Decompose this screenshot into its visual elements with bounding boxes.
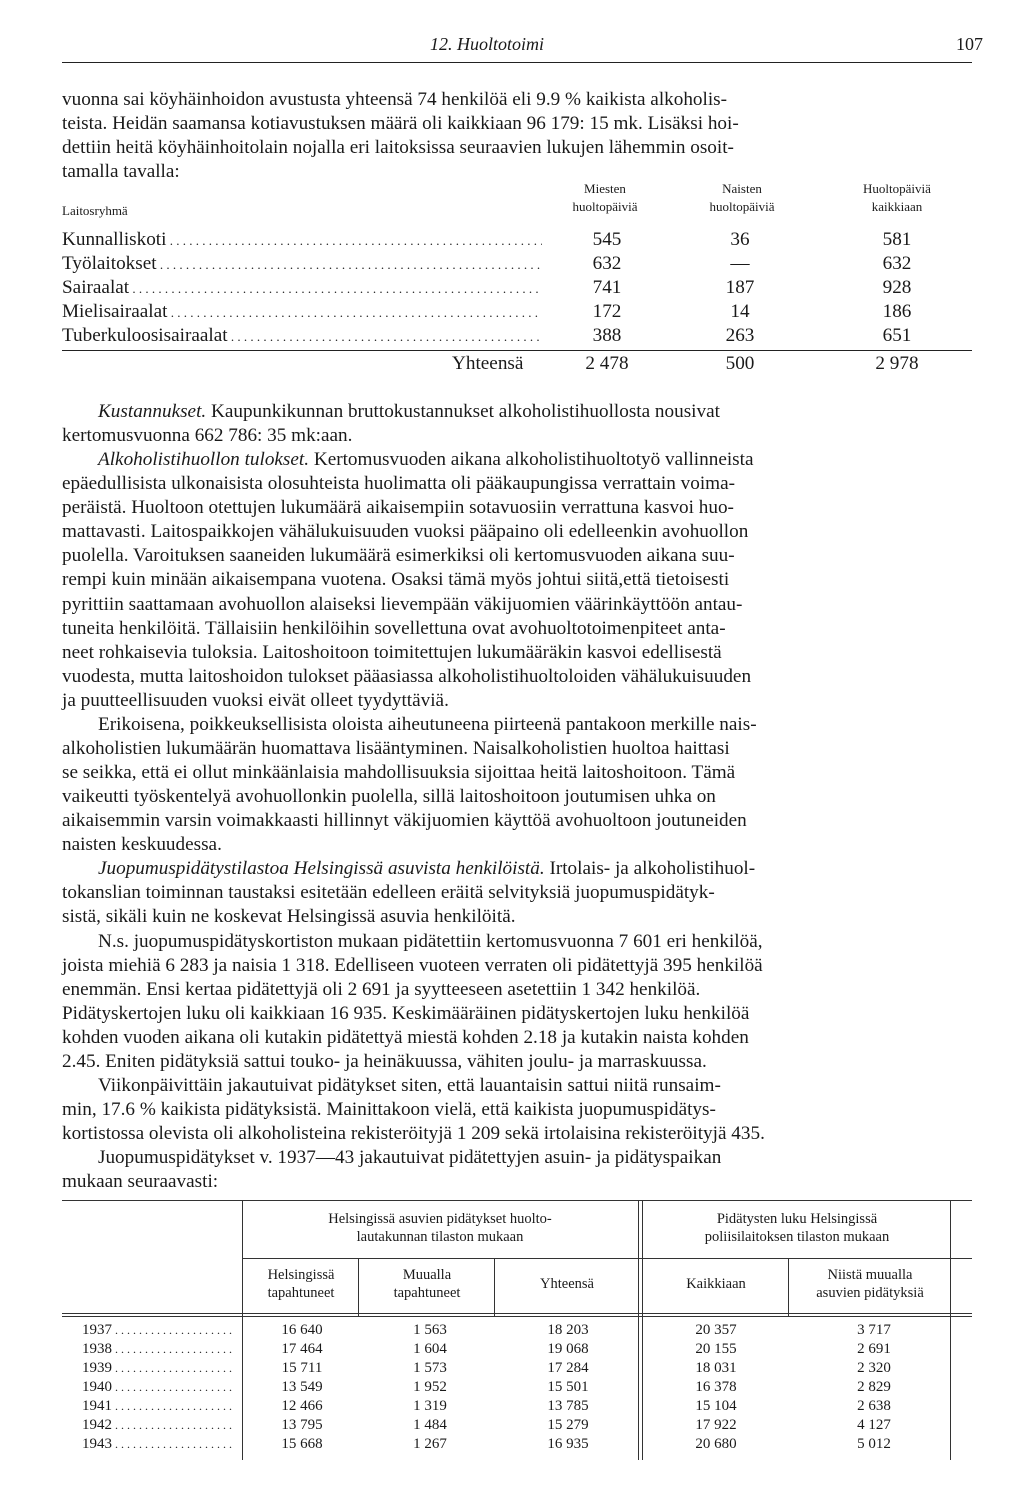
total-value: 15 501 [547, 1379, 589, 1395]
column-header-elsewhere: Muualla tapahtuneet [393, 1267, 461, 1301]
year-label: 1939 . . . [82, 1360, 232, 1380]
helsinki-value: 13 795 [281, 1417, 323, 1433]
helsinki-value: 12 466 [281, 1398, 323, 1414]
men-value: 741 [592, 277, 622, 298]
nonresident-value: 2 320 [857, 1360, 891, 1376]
text-line: N.s. juopumuspidätyskortiston mukaan pidätettiin kertomusvuonna 7 601 eri henkilöä, [98, 931, 763, 952]
text-line: vuonna sai köyhäinhoidon avustusta yhteensä 74 henkilöä eli 9.9 % kaikista alkoholis- [62, 89, 728, 110]
all-value: 20 155 [695, 1341, 737, 1357]
row-label: Työlaitokset . . . [62, 252, 542, 276]
men-sum: 2 478 [585, 353, 629, 374]
men-value: 545 [592, 229, 622, 250]
all-value: 15 104 [695, 1398, 737, 1414]
column-rule [788, 1258, 789, 1316]
text-line: ja puutteellisuuden vuoksi eivät olleet tyydyttäviä. [62, 689, 449, 711]
all-value: 16 378 [695, 1379, 737, 1395]
total-value: 18 203 [547, 1322, 589, 1338]
nonresident-value: 2 691 [857, 1341, 891, 1357]
sum-rule [62, 350, 972, 351]
text-line: tuneita henkilöitä. Tällaisiin henkilöihin sovellettuna ovat avohuoltotoimenpiteet anta- [62, 617, 726, 639]
row-label: Tuberkuloosisairaalat . . . [62, 324, 542, 348]
all-value: 18 031 [695, 1360, 737, 1376]
women-sum: 500 [725, 353, 755, 374]
text-line: kertomusvuonna 662 786: 35 mk:aan. [62, 425, 353, 447]
text-line: peräistä. Huoltoon otettujen lukumäärä aikaisempiin sotavuosiin verrattuna kasvoi huo- [62, 497, 734, 519]
nonresident-value: 3 717 [857, 1322, 891, 1338]
text-line: tamalla tavalla: [62, 161, 180, 183]
text-line: 2.45. Eniten pidätyksiä sattui touko- ja heinäkuussa, vähiten joulu- ja marraskuussa. [62, 1051, 707, 1073]
weekday-paragraph [62, 1074, 972, 1146]
nonresident-value: 4 127 [857, 1417, 891, 1433]
table-row [62, 252, 972, 276]
elsewhere-value: 1 573 [413, 1360, 447, 1376]
all-value: 20 357 [695, 1322, 737, 1338]
text-line: Juopumuspidätykset v. 1937—43 jakautuivat pidätettyjen asuin- ja pidätyspaikan [98, 1147, 722, 1168]
sum-label: Yhteensä [452, 353, 524, 374]
text-line: epäedullisista ulkonaisista olosuhteista huolimatta oli pääkaupungissa verrattain voima- [62, 473, 736, 495]
helsinki-value: 15 668 [281, 1436, 323, 1452]
women-value: 36 [730, 229, 750, 250]
text-line: Erikoisena, poikkeuksellisista oloista aiheutuneena piirteenä pantakoon merkille nais- [98, 714, 757, 735]
costs-heading: Kustannukset. [98, 401, 207, 422]
text-line: teista. Heidän saamansa kotiavustuksen määrä oli kaikkiaan 96 179: 15 mk. Lisäksi hoi- [62, 113, 739, 135]
year-label: 1937 . . . [82, 1322, 232, 1342]
nonresident-value: 2 638 [857, 1398, 891, 1414]
text-line: enemmän. Ensi kertaa pidätettyjä oli 2 691 ja syytteeseen asetettiin 1 342 henkilöä. [62, 979, 701, 1001]
total-value: 16 935 [547, 1436, 589, 1452]
header-bottom-rule [62, 1313, 972, 1314]
total-value: 13 785 [547, 1398, 589, 1414]
results-paragraph [62, 448, 972, 713]
text-line: aikaisemmin varsin voimakkaasti hillinnyt väkijuomien käyttöä avohuoltoon joutuneiden [62, 810, 747, 832]
helsinki-value: 15 711 [281, 1360, 323, 1376]
group-divider [638, 1200, 643, 1460]
elsewhere-value: 1 484 [413, 1417, 447, 1433]
column-rule [950, 1200, 951, 1460]
nonresident-value: 2 829 [857, 1379, 891, 1395]
group-header-police: Pidätysten luku Helsingissä poliisilaitoksen tilaston mukaan [704, 1211, 890, 1245]
total-sum: 2 978 [875, 353, 919, 374]
row-label: Kunnalliskoti . . . [62, 228, 542, 252]
yearly-arrests-table [62, 1200, 972, 1490]
year-label: 1943 . . . [82, 1436, 232, 1456]
text-line: Alkoholistihuollon tulokset. Kertomusvuoden aikana alkoholistihuoltotyö vallinneista [98, 449, 754, 470]
text-line: tokanslian toiminnan taustaksi esitetään edelleen eräitä selvityksiä juopumuspidätyk- [62, 882, 715, 904]
men-value: 172 [592, 301, 622, 322]
group-header-welfare: Helsingissä asuvien pidätykset huolto- lautakunnan tilaston mukaan [328, 1211, 552, 1245]
text-line: kohden vuoden aikana oli kutakin pidätettyä miestä kohden 2.18 ja kutakin naista kohden [62, 1027, 749, 1049]
text-line: mattavasti. Laitospaikkojen vähälukuisuuden vuoksi pääpaino oli edelleenkin avohuollon [62, 521, 749, 543]
column-rule [494, 1258, 495, 1316]
arrests-paragraph [62, 930, 972, 1075]
column-header-helsinki: Helsingissä tapahtuneet [267, 1267, 335, 1301]
table-row [62, 276, 972, 300]
costs-paragraph [62, 400, 972, 448]
header-bottom-rule-2 [62, 1316, 972, 1317]
total-value: 632 [882, 253, 912, 274]
text-line: Pidätyskertojen luku oli kaikkiaan 16 935. Keskimääräinen pidätyskertojen luku henkilöä [62, 1003, 750, 1025]
statistics-heading: Juopumuspidätystilastoa Helsingissä asuvista henkilöistä. [98, 858, 545, 879]
column-header-all: Kaikkiaan [686, 1276, 746, 1292]
year-label: 1940 . . . [82, 1379, 232, 1399]
text-line: sistä, sikäli kuin ne koskevat Helsingissä asuvia henkilöitä. [62, 906, 516, 928]
column-header-men: Miesten huoltopäiviä [572, 181, 638, 214]
text-line: min, 17.6 % kaikista pidätyksistä. Mainittakoon vielä, että kaikista juopumuspidätys- [62, 1099, 716, 1121]
elsewhere-value: 1 604 [413, 1341, 447, 1357]
table-row [62, 300, 972, 324]
column-header-women: Naisten huoltopäiviä [709, 181, 775, 214]
year-label: 1942 . . . [82, 1417, 232, 1437]
text-line: mukaan seuraavasti: [62, 1171, 219, 1193]
distribution-paragraph [62, 1146, 972, 1194]
column-header-total: Yhteensä [540, 1276, 594, 1292]
row-label: Sairaalat . . . [62, 276, 542, 300]
year-label: 1941 . . . [82, 1398, 232, 1418]
text-line: alkoholistien lukumäärän huomattava lisääntyminen. Naisalkoholistien huoltoa haittasi [62, 738, 730, 760]
text-line: vuodesta, mutta laitoshoidon tulokset pääasiassa alkoholistihuoltoloiden vähälukuisuuden [62, 665, 752, 687]
drunkenness-statistics-paragraph [62, 857, 972, 929]
total-value: 651 [882, 325, 912, 346]
women-value: — [730, 253, 750, 274]
text-line: neet rohkaisevia tuloksia. Laitoshoitoon toimitettujen lukumääräkin kasvoi edellisestä [62, 641, 722, 663]
women-value: 263 [725, 325, 755, 346]
text-line: Juopumuspidätystilastoa Helsingissä asuvista henkilöistä. Irtolais- ja alkoholistihuol- [98, 858, 756, 879]
text-line: Kustannukset. Kaupunkikunnan bruttokustannukset alkoholistihuollosta nousivat [98, 401, 720, 422]
all-value: 17 922 [695, 1417, 737, 1433]
text-line: se seikka, että ei ollut minkäänlaisia mahdollisuuksia sijoittaa heitä laitoshoitoon. Tämä [62, 762, 736, 784]
women-alcoholics-paragraph [62, 713, 972, 858]
text-line: kortistossa olevista oli alkoholisteina rekisteröityjä 1 209 sekä irtolaisina rekisteröityjä 435. [62, 1123, 765, 1145]
total-value: 928 [882, 277, 912, 298]
text-line: Viikonpäivittäin jakautuivat pidätykset siten, että lauantaisin sattui niitä runsaim- [98, 1075, 721, 1096]
nonresident-value: 5 012 [857, 1436, 891, 1452]
women-value: 14 [730, 301, 750, 322]
elsewhere-value: 1 267 [413, 1436, 447, 1452]
text-line: vaikeutti työskentelyä avohuollonkin puolella, sillä laitoshoitoon joutumisen uhka on [62, 786, 716, 808]
column-header-group: Laitosryhmä [62, 203, 128, 218]
text-line: dettiin heitä köyhäinhoitolain nojalla eri laitoksissa seuraavien lukujen lähemmin osoit- [62, 137, 734, 159]
elsewhere-value: 1 563 [413, 1322, 447, 1338]
text-line: rempi kuin minään aikaisempana vuotena. Osaksi tämä myös johtui siitä,että tietoisesti [62, 569, 730, 591]
sum-row [62, 352, 972, 376]
men-value: 632 [592, 253, 622, 274]
header-rule [62, 62, 972, 63]
text-line: joista miehiä 6 283 ja naisia 1 318. Edelliseen vuoteen verraten oli pidätettyjä 395 henkilöä [62, 955, 763, 977]
helsinki-value: 16 640 [281, 1322, 323, 1338]
running-header-section: 12. Huoltotoimi [430, 34, 545, 54]
helsinki-value: 17 464 [281, 1341, 323, 1357]
group-header-rule [242, 1258, 972, 1259]
total-value: 581 [882, 229, 912, 250]
column-header-total: Huoltopäiviä kaikkiaan [863, 181, 931, 214]
column-header-nonresidents: Niistä muualla asuvien pidätyksiä [816, 1267, 924, 1301]
women-value: 187 [725, 277, 755, 298]
table-row [62, 324, 972, 348]
total-value: 186 [882, 301, 912, 322]
column-rule [358, 1258, 359, 1316]
total-value: 19 068 [547, 1341, 589, 1357]
text-line: puolella. Varoituksen saaneiden lukumäärä esimerkiksi oli kertomusvuoden aikana suu- [62, 545, 735, 567]
page-number: 107 [956, 34, 983, 54]
table-top-rule [62, 1200, 972, 1201]
year-label: 1938 . . . [82, 1341, 232, 1361]
elsewhere-value: 1 319 [413, 1398, 447, 1414]
total-value: 15 279 [547, 1417, 589, 1433]
table-row [62, 228, 972, 252]
all-value: 20 680 [695, 1436, 737, 1452]
men-value: 388 [592, 325, 622, 346]
elsewhere-value: 1 952 [413, 1379, 447, 1395]
results-heading: Alkoholistihuollon tulokset. [98, 449, 310, 470]
total-value: 17 284 [547, 1360, 589, 1376]
row-label: Mielisairaalat . . . [62, 300, 542, 324]
helsinki-value: 13 549 [281, 1379, 323, 1395]
text-line: naisten keskuudessa. [62, 834, 222, 856]
intro-paragraph [62, 88, 972, 184]
text-line: pyrittiin saattamaan avohuollon alaiseksi lievempään väkijuomien väärinkäyttöön antau- [62, 593, 743, 615]
